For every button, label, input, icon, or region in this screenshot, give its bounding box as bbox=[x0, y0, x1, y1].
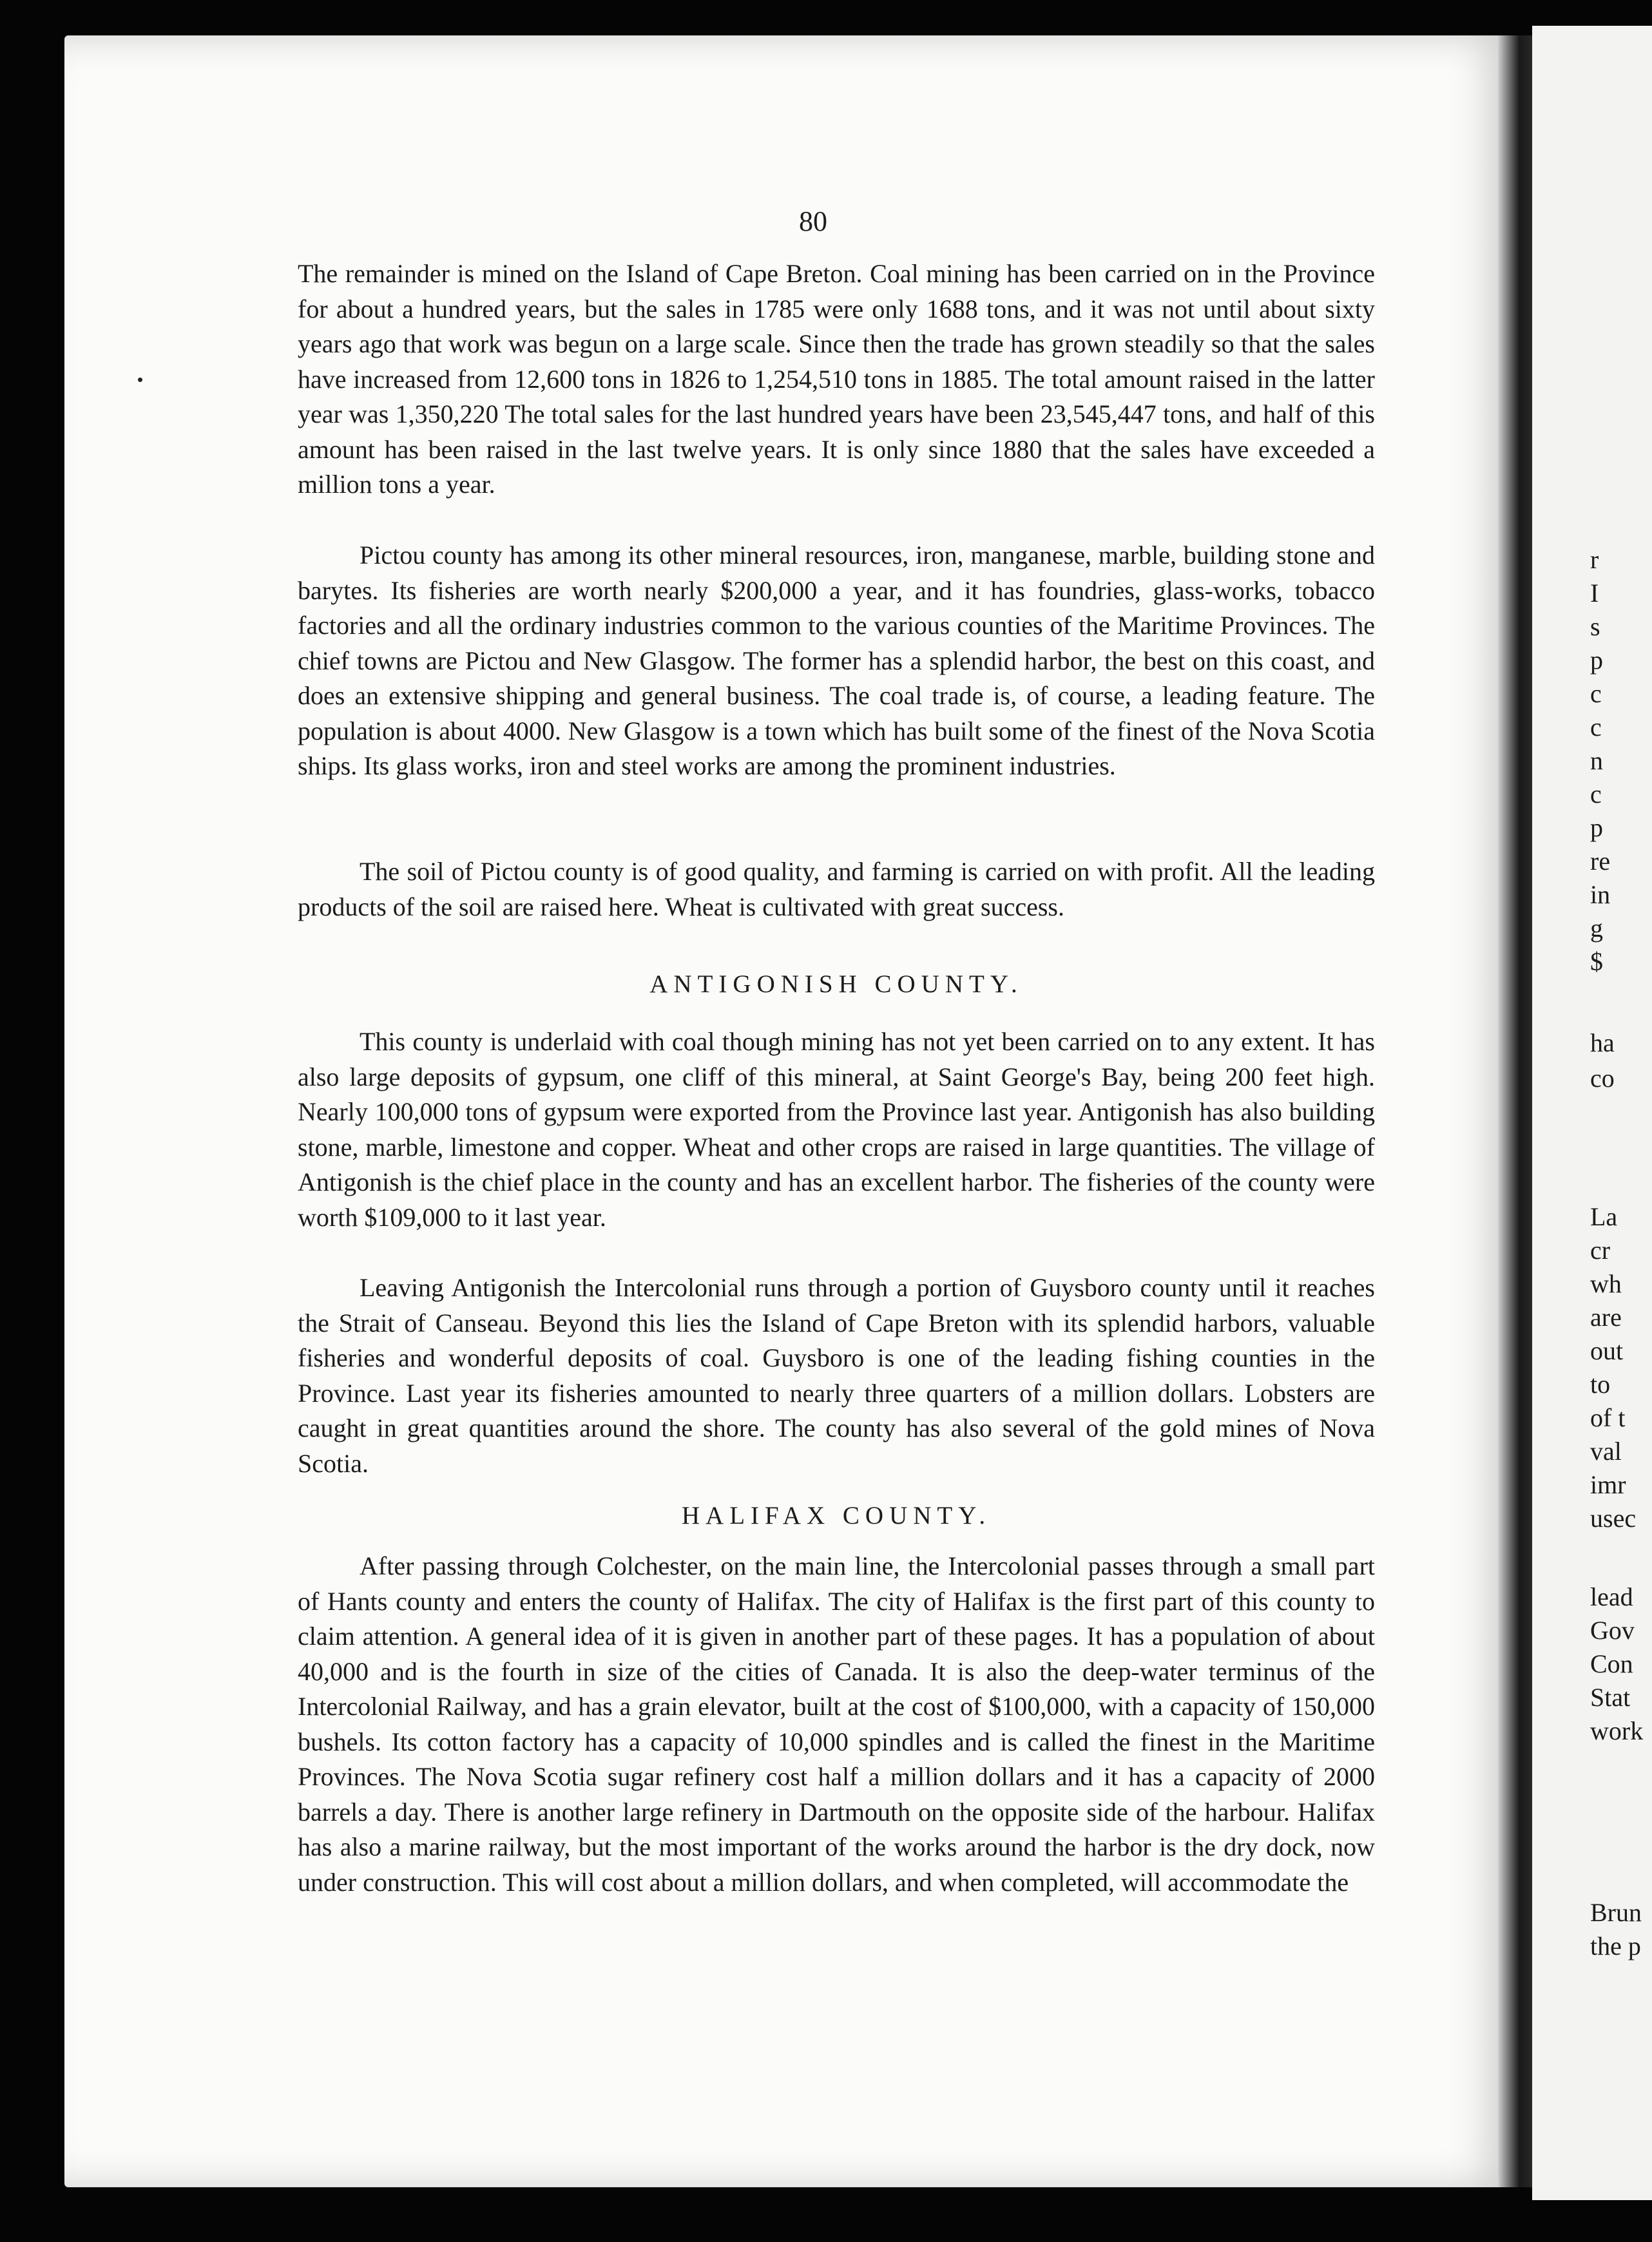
right-fragment: work bbox=[1590, 1716, 1644, 1745]
paragraph-antigonish: This county is underlaid with coal though mining has not yet been carried on to any extent. It has also large deposits of gypsum, one cliff of this mineral, at Saint George's Bay, being 200 feet high. Nearly 100,000 tons of gypsum were exported from the Province last year. Antigonish has also building stone, marble, limestone and copper. Wheat and other crops are raised in large quantities. The village of Antigonish is the chief place in the county and has an excellent harbor. The fisheries of the county were worth $109,000 to it last year. bbox=[298, 1027, 1375, 1232]
right-fragment: r bbox=[1590, 545, 1599, 574]
right-fragment: are bbox=[1590, 1303, 1622, 1332]
right-fragment: lead bbox=[1590, 1582, 1633, 1611]
right-fragment: c bbox=[1590, 780, 1602, 809]
right-fragment: n bbox=[1590, 746, 1603, 775]
right-fragment: p bbox=[1590, 646, 1603, 675]
right-fragment: Gov bbox=[1590, 1616, 1635, 1645]
page-number: 80 bbox=[799, 206, 827, 237]
right-fragment: g bbox=[1590, 914, 1603, 943]
right-fragment: in bbox=[1590, 880, 1611, 909]
heading-halifax-county: HALIFAX COUNTY. bbox=[681, 1502, 992, 1529]
right-fragment: usec bbox=[1590, 1504, 1637, 1533]
right-fragment: out bbox=[1590, 1336, 1624, 1365]
right-fragment: I bbox=[1590, 579, 1599, 608]
right-fragment: p bbox=[1590, 813, 1603, 842]
right-fragment: cr bbox=[1590, 1236, 1611, 1265]
right-page-edge bbox=[1532, 26, 1652, 2200]
right-fragment: ha bbox=[1590, 1028, 1615, 1057]
paragraph-guysboro: Leaving Antigonish the Intercolonial runs through a portion of Guysboro county until it reaches the Strait of Canseau. Beyond this lies the Island of Cape Breton with its splendid harbors, valuable fisheries and wonderful deposits of coal. Guysboro is one of the leading fishing counties in the Province. Last year its fisheries amounted to nearly three quarters of a million dollars. Lobsters are caught in great quantities around the shore. The county has also several of the gold mines of Nova Scotia. bbox=[298, 1273, 1375, 1478]
right-fragment: wh bbox=[1590, 1269, 1622, 1298]
paragraph-coal-sales: The remainder is mined on the Island of Cape Breton. Coal mining has been carried on in the Province for about a hundred years, but the sales in 1785 were only 1688 tons, and it was not until about sixty years ago that work was begun on a large scale. Since then the trade has grown steadily so that the sales have increased from 12,600 tons in 1826 to 1,254,510 tons in 1885. The total amount raised in the latter year was 1,350,220 The total sales for the last hundred years have been 23,545,447 tons, and half of this amount has been raised in the last twelve years. It is only since 1880 that the sales have exceeded a million tons a year. bbox=[298, 259, 1375, 499]
right-fragment: $ bbox=[1590, 947, 1603, 976]
right-fragment: val bbox=[1590, 1437, 1622, 1466]
right-fragment: co bbox=[1590, 1064, 1615, 1093]
right-fragment: Brun bbox=[1590, 1898, 1642, 1927]
right-fragment: La bbox=[1590, 1202, 1618, 1231]
right-fragment: to bbox=[1590, 1370, 1611, 1399]
book-gutter bbox=[1498, 35, 1537, 2187]
heading-antigonish-county: ANTIGONISH COUNTY. bbox=[649, 970, 1023, 998]
right-fragment: Stat bbox=[1590, 1683, 1631, 1712]
paragraph-pictou-resources: Pictou county has among its other mineral resources, iron, manganese, marble, building stone and barytes. Its fisheries are worth nearly $200,000 a year, and it has foundries, glass-works, tobacco factories and all the ordinary industries common to the various counties of the Maritime Provinces. The chief towns are Pictou and New Glasgow. The former has a splendid harbor, the best on this coast, and does an extensive shipping and general business. The coal trade is, of course, a leading feature. The population is about 4000. New Glasgow is a town which has built some of the finest of the Nova Scotia ships. Its glass works, iron and steel works are among the prominent industries. bbox=[298, 541, 1375, 780]
right-fragment: Con bbox=[1590, 1649, 1633, 1678]
right-fragment: imr bbox=[1590, 1470, 1626, 1499]
right-fragment: of t bbox=[1590, 1403, 1626, 1432]
paragraph-halifax: After passing through Colchester, on the main line, the Intercolonial passes through a small part of Hants county and enters the county of Halifax. The city of Halifax is the first part of this county to claim attention. A general idea of it is given in another part of these pages. It has a population of about 40,000 and is the fourth in size of the cities of Canada. It is also the deep-water terminus of the Intercolonial Railway, and has a grain elevator, built at the cost of $100,000, with a capacity of 150,000 bushels. Its cotton factory has a capacity of 10,000 spindles and is called the finest in the Maritime Provinces. The Nova Scotia sugar refinery cost half a million dollars and it has a capacity of 2000 barrels a day. There is another large refinery in Dartmouth on the opposite side of the harbour. Halifax has also a marine railway, but the most important of the works around the harbor is the dry dock, now under construction. This will cost about a million dollars, and when completed, will accommodate the bbox=[298, 1551, 1375, 1897]
paragraph-pictou-soil: The soil of Pictou county is of good quality, and farming is carried on with profit. All the leading products of the soil are raised here. Wheat is cultivated with great success. bbox=[298, 857, 1375, 921]
page-speck bbox=[138, 378, 142, 382]
right-fragment: c bbox=[1590, 679, 1602, 708]
right-fragment: re bbox=[1590, 847, 1611, 876]
right-fragment: the p bbox=[1590, 1931, 1641, 1960]
right-fragment: s bbox=[1590, 612, 1600, 641]
right-fragment: c bbox=[1590, 713, 1602, 742]
